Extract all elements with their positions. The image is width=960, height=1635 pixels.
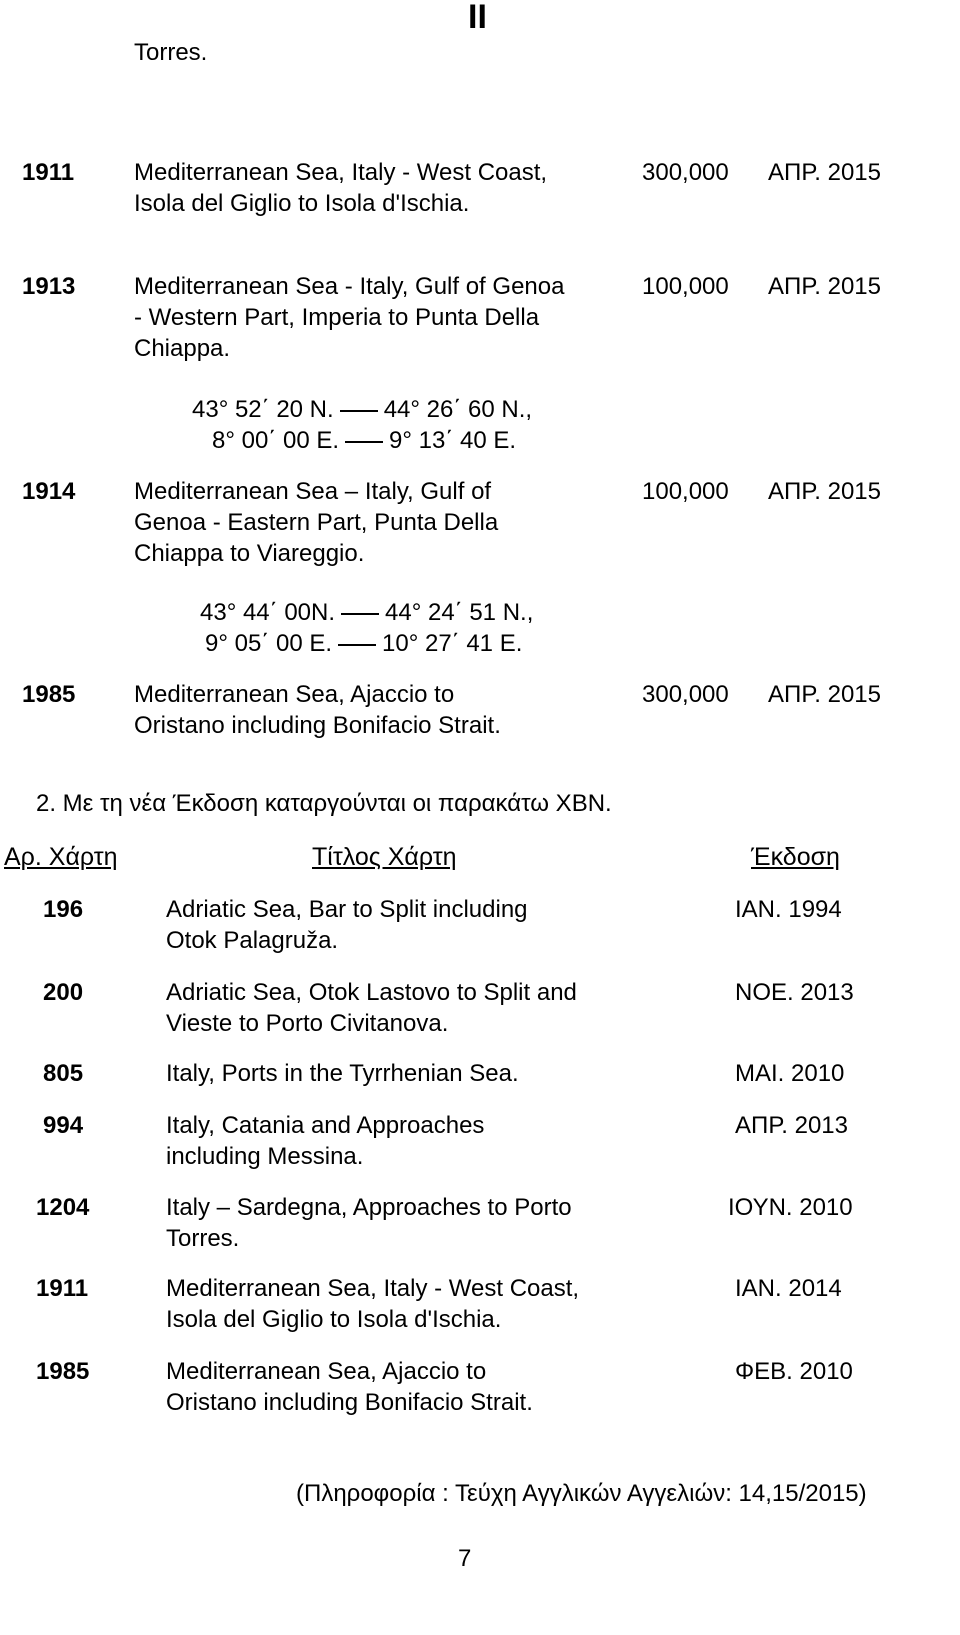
page-number: 7 <box>458 1545 472 1572</box>
row-chart-number: 196 <box>43 896 84 923</box>
row-title-line: Adriatic Sea, Otok Lastovo to Split and <box>166 979 577 1006</box>
chart-title-line: - Western Part, Imperia to Punta Della <box>134 304 540 331</box>
section-roman-numeral: II <box>468 0 487 36</box>
longitude-west: 9° 05΄ 00 E. <box>205 630 333 657</box>
latitude-south: 43° 52΄ 20 N. <box>192 396 334 423</box>
latitude-south: 43° 44΄ 00N. <box>200 599 336 626</box>
chart-scale: 300,000 <box>642 159 729 186</box>
row-title-line: Oristano including Bonifacio Strait. <box>166 1389 533 1416</box>
chart-edition: ΑΠΡ. 2015 <box>768 478 882 505</box>
range-dash <box>345 441 383 443</box>
row-title-line: Torres. <box>166 1225 240 1252</box>
chart-scale: 100,000 <box>642 478 729 505</box>
row-chart-number: 1911 <box>36 1275 89 1302</box>
row-edition: ΙΑΝ. 2014 <box>735 1275 842 1302</box>
row-title-line: Otok Palagruža. <box>166 927 339 954</box>
chart-scale: 100,000 <box>642 273 729 300</box>
withdrawn-heading: 2. Με τη νέα Έκδοση καταργούνται οι παρακάτω ΧΒΝ. <box>36 790 612 817</box>
row-title-line: including Messina. <box>166 1143 364 1170</box>
chart-number: 1911 <box>22 159 75 186</box>
chart-edition: ΑΠΡ. 2015 <box>768 159 882 186</box>
chart-number: 1913 <box>22 273 76 300</box>
chart-number: 1914 <box>22 478 76 505</box>
row-chart-number: 200 <box>43 979 84 1006</box>
chart-edition: ΑΠΡ. 2015 <box>768 273 882 300</box>
row-chart-number: 994 <box>43 1112 84 1139</box>
chart-title-line: Mediterranean Sea, Ajaccio to <box>134 681 455 708</box>
source-note: (Πληροφορία : Τεύχη Αγγλικών Αγγελιών: 14,15/2015) <box>296 1480 867 1507</box>
chart-scale: 300,000 <box>642 681 729 708</box>
chart-number: 1985 <box>22 681 76 708</box>
range-dash <box>341 613 379 615</box>
chart-title-line: Chiappa to Viareggio. <box>134 540 365 567</box>
latitude-north: 44° 26΄ 60 N., <box>383 396 533 423</box>
chart-title-line: Oristano including Bonifacio Strait. <box>134 712 501 739</box>
row-edition: ΙΟΥΝ. 2010 <box>728 1194 853 1221</box>
longitude-east: 10° 27΄ 41 E. <box>382 630 523 657</box>
row-title-line: Mediterranean Sea, Italy - West Coast, <box>166 1275 580 1302</box>
column-header-chart-number: Αρ. Χάρτη <box>4 843 118 871</box>
chart-title-line: Genoa - Eastern Part, Punta Della <box>134 509 499 536</box>
column-header-edition: Έκδοση <box>751 843 840 871</box>
row-title-line: Italy – Sardegna, Approaches to Porto <box>166 1194 572 1221</box>
row-title-line: Mediterranean Sea, Ajaccio to <box>166 1358 487 1385</box>
row-title-line: Vieste to Porto Civitanova. <box>166 1010 449 1037</box>
row-chart-number: 1985 <box>36 1358 90 1385</box>
row-title-line: Italy, Catania and Approaches <box>166 1112 485 1139</box>
longitude-west: 8° 00΄ 00 E. <box>212 427 340 454</box>
chart-title-line: Mediterranean Sea, Italy - West Coast, <box>134 159 548 186</box>
row-chart-number: 805 <box>43 1060 84 1087</box>
chart-title-line: Mediterranean Sea – Italy, Gulf of <box>134 478 492 505</box>
row-edition: ΝΟΕ. 2013 <box>735 979 854 1006</box>
longitude-east: 9° 13΄ 40 E. <box>389 427 517 454</box>
row-edition: ΦΕΒ. 2010 <box>735 1358 853 1385</box>
chart-edition: ΑΠΡ. 2015 <box>768 681 882 708</box>
chart-coordinates-latitude <box>192 394 532 425</box>
chart-coordinates-longitude <box>212 425 516 456</box>
row-edition: ΙΑΝ. 1994 <box>735 896 842 923</box>
row-title-line: Italy, Ports in the Tyrrhenian Sea. <box>166 1060 519 1087</box>
chart-coordinates-longitude <box>205 628 522 659</box>
row-title-line: Adriatic Sea, Bar to Split including <box>166 896 528 923</box>
range-dash <box>338 644 376 646</box>
row-chart-number: 1204 <box>36 1194 90 1221</box>
chart-coordinates-latitude <box>200 597 533 628</box>
latitude-north: 44° 24΄ 51 N., <box>385 599 534 626</box>
row-edition: ΑΠΡ. 2013 <box>735 1112 849 1139</box>
chart-title-line: Mediterranean Sea - Italy, Gulf of Genoa <box>134 273 565 300</box>
chart-title-line: Isola del Giglio to Isola d'Ischia. <box>134 190 470 217</box>
chart-title-line: Chiappa. <box>134 335 231 362</box>
continued-title-text: Torres. <box>134 39 208 66</box>
column-header-chart-title: Τίτλος Χάρτη <box>312 843 457 871</box>
range-dash <box>340 410 378 412</box>
row-title-line: Isola del Giglio to Isola d'Ischia. <box>166 1306 502 1333</box>
row-edition: ΜΑΙ. 2010 <box>735 1060 845 1087</box>
